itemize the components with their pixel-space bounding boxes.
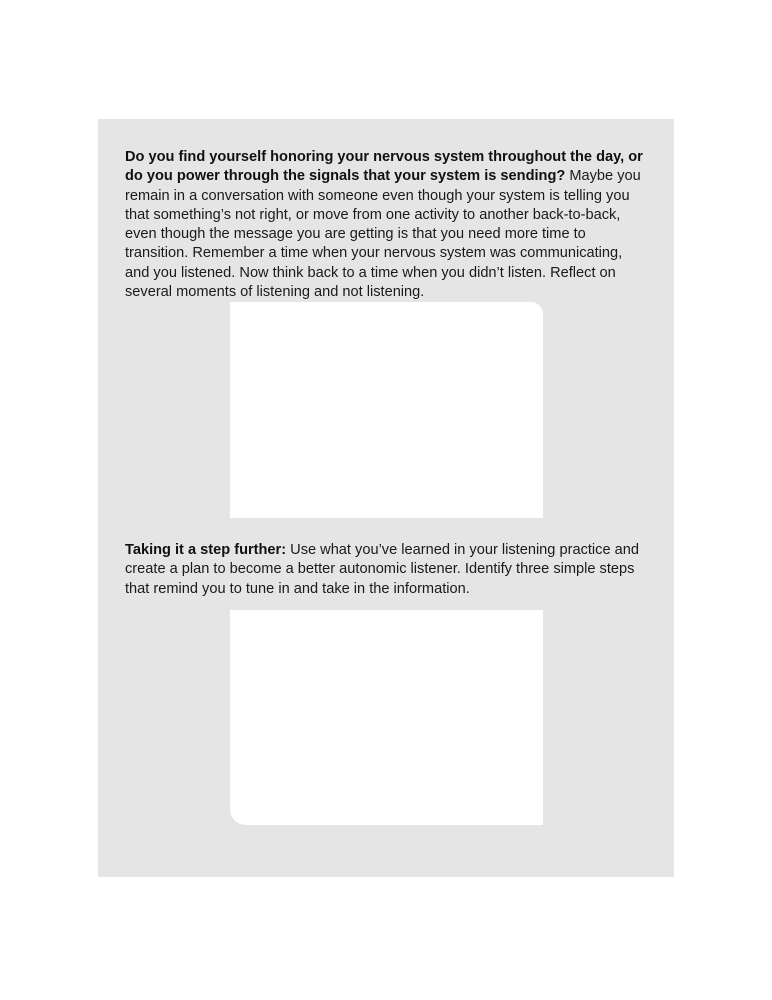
step-further-prompt: [125, 541, 645, 599]
step-further-lead: Taking it a step further:: [125, 542, 287, 558]
plan-answer-box[interactable]: [230, 610, 543, 825]
step-further-body: Use what you’ve learned in your listening practice and create a plan to become a better autonomic listener. Identify three simple steps that remind you to tune in and take in the information.: [125, 542, 639, 597]
worksheet-panel: [98, 119, 674, 877]
reflection-body: Maybe you remain in a conversation with someone even though your system is telling you that something’s not right, or move from one activity to another back-to-back, even though the message you are getting is that you need more time to transition. Remember a time when your nervous system was communicating, and you listened. Now think back to a time when you didn’t listen. Reflect on several moments of listening and not listening.: [125, 168, 641, 301]
reflection-answer-box[interactable]: [230, 302, 543, 518]
reflection-prompt: [125, 148, 645, 302]
reflection-question: Do you find yourself honoring your nervous system throughout the day, or do you power through the signals that your system is sending?: [125, 149, 643, 185]
